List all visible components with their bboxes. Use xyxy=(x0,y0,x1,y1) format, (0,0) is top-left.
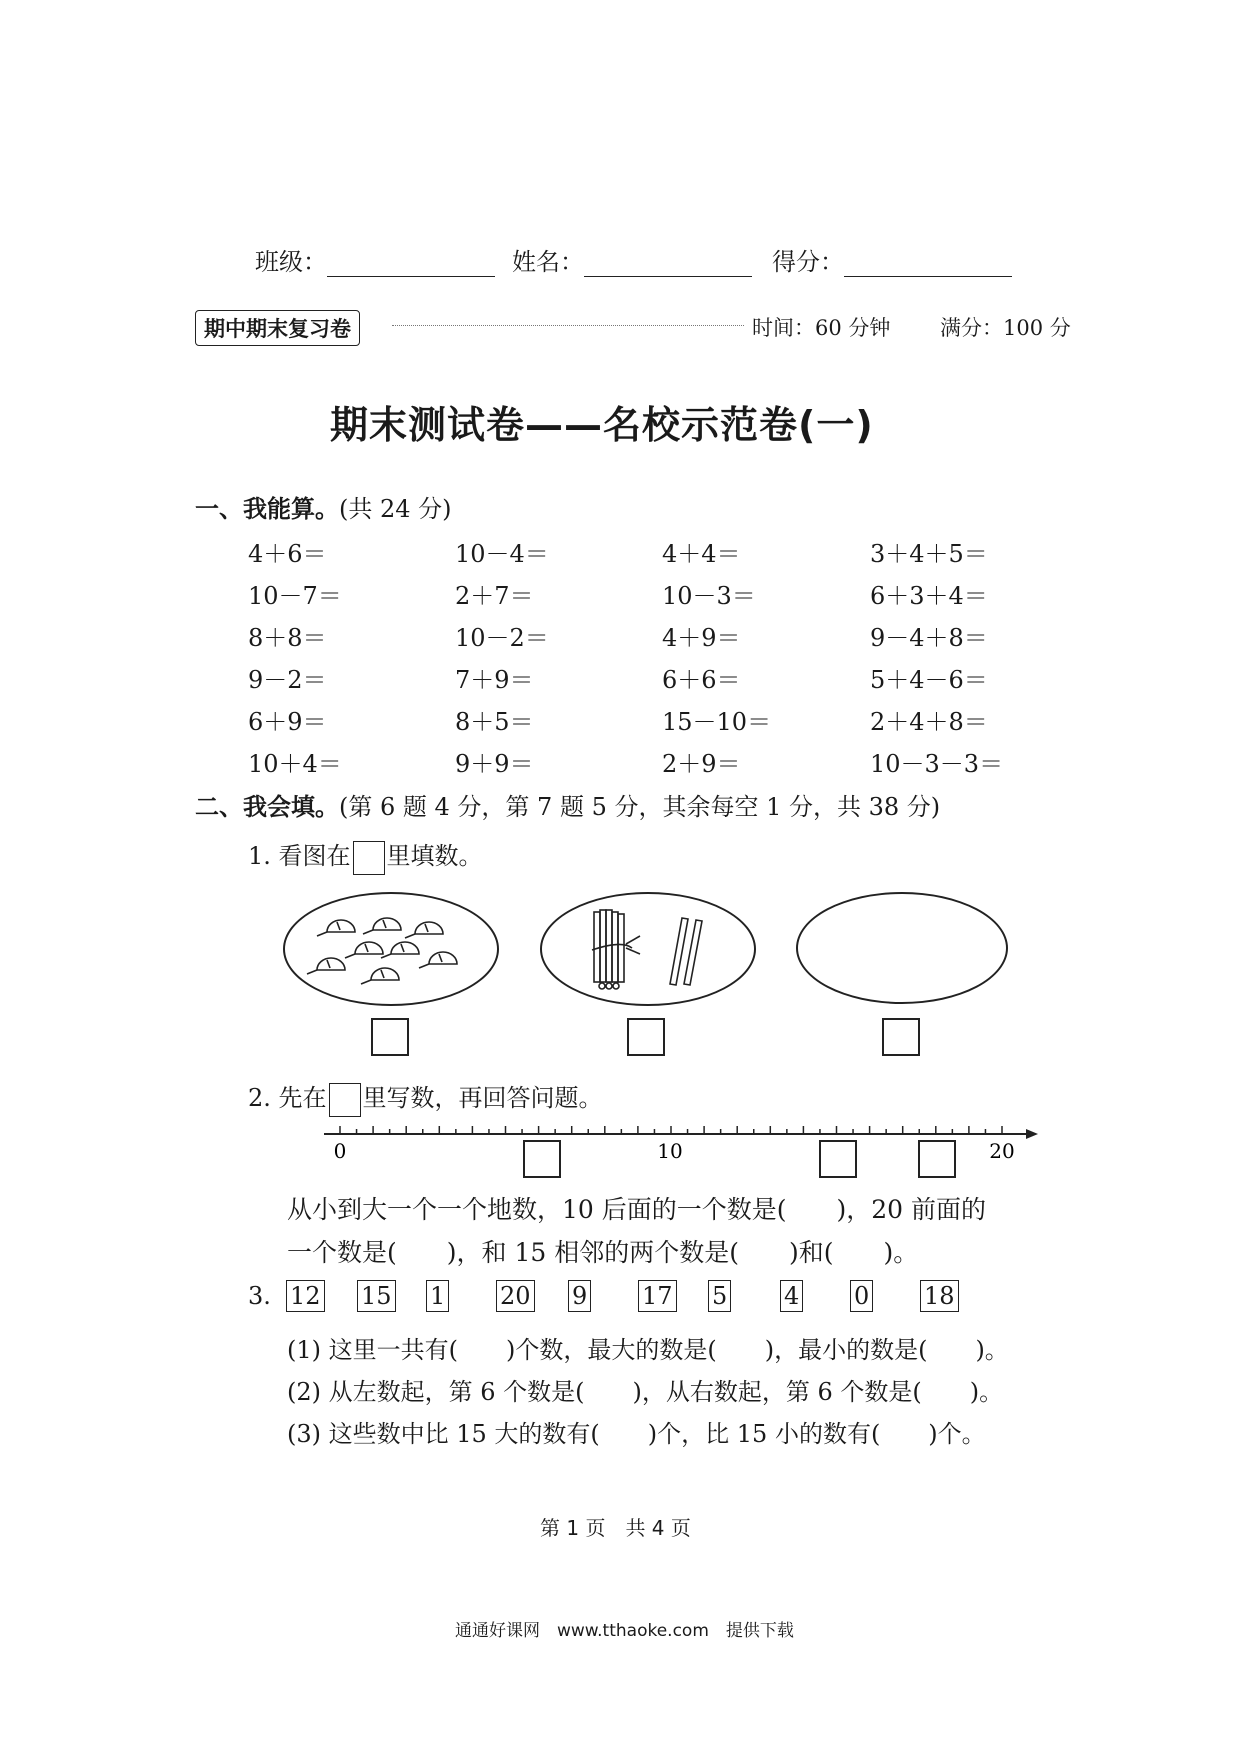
numberline-label-10: 10 xyxy=(657,1139,683,1163)
dotted-leader xyxy=(392,325,744,326)
plate-empty xyxy=(796,892,1008,1004)
number-card: 18 xyxy=(920,1280,959,1312)
cap-icon xyxy=(345,942,383,958)
score-label: 得分： xyxy=(772,248,844,276)
caps-illustration xyxy=(285,894,497,1004)
source-note: 通通好课网 www.tthaoke.com 提供下载 xyxy=(455,1621,794,1641)
q3-sub3: (3) 这些数中比 15 大的数有( )个，比 15 小的数有( )个。 xyxy=(287,1420,986,1448)
equation: 10－3－3＝ xyxy=(870,750,1004,778)
section1-title: 一、我能算。 xyxy=(195,495,339,523)
cap-icon xyxy=(381,942,419,958)
name-blank[interactable] xyxy=(584,276,752,277)
equation: 15－10＝ xyxy=(662,708,772,736)
page-title: 期末测试卷——名校示范卷(一) xyxy=(330,403,874,447)
number-card: 9 xyxy=(568,1280,591,1312)
number-card: 1 xyxy=(426,1280,449,1312)
equation: 9－4＋8＝ xyxy=(870,624,988,652)
sticks-illustration xyxy=(542,894,754,1004)
equation: 3＋4＋5＝ xyxy=(870,540,988,568)
number-card: 0 xyxy=(850,1280,873,1312)
score-blank[interactable] xyxy=(844,276,1012,277)
equation: 6＋9＝ xyxy=(248,708,327,736)
question-2 xyxy=(248,1078,603,1117)
equation: 2＋4＋8＝ xyxy=(870,708,988,736)
stick-bundle-icon xyxy=(592,910,640,989)
equation: 2＋7＝ xyxy=(455,582,534,610)
equation: 8＋5＝ xyxy=(455,708,534,736)
exam-time: 时间：60 分钟 xyxy=(752,316,891,340)
q2-text-line2: 一个数是( )，和 15 相邻的两个数是( )和( )。 xyxy=(287,1238,919,1267)
q1-pre: 1. 看图在 xyxy=(248,842,351,870)
class-blank[interactable] xyxy=(327,276,495,277)
equation: 2＋9＝ xyxy=(662,750,741,778)
equation: 8＋8＝ xyxy=(248,624,327,652)
equation: 9＋9＝ xyxy=(455,750,534,778)
section2-title: 二、我会填。 xyxy=(195,793,339,821)
class-field xyxy=(255,242,495,277)
q3-sub1: (1) 这里一共有( )个数，最大的数是( )，最小的数是( )。 xyxy=(287,1336,1009,1364)
number-card: 15 xyxy=(357,1280,396,1312)
equation: 4＋6＝ xyxy=(248,540,327,568)
section1-points: (共 24 分) xyxy=(339,495,452,523)
cap-icon xyxy=(317,920,355,936)
section2-points: (第 6 题 4 分，第 7 题 5 分，其余每空 1 分，共 38 分) xyxy=(339,793,941,821)
arrow-icon xyxy=(1026,1129,1038,1139)
number-card: 4 xyxy=(780,1280,803,1312)
question-1 xyxy=(248,836,483,875)
equation: 5＋4－6＝ xyxy=(870,666,988,694)
review-badge: 期中期末复习卷 xyxy=(195,310,360,346)
q2-pre: 2. 先在 xyxy=(248,1084,327,1112)
numberline-box-b[interactable] xyxy=(819,1140,857,1178)
inline-answer-box xyxy=(329,1083,361,1117)
q2-post: 里写数，再回答问题。 xyxy=(362,1084,603,1112)
inline-answer-box xyxy=(353,841,385,875)
equation: 4＋4＝ xyxy=(662,540,741,568)
q1-post: 里填数。 xyxy=(386,842,483,870)
equation: 7＋9＝ xyxy=(455,666,534,694)
section2-heading xyxy=(195,787,940,822)
answer-box-empty[interactable] xyxy=(882,1018,920,1056)
cap-icon xyxy=(307,958,345,974)
q3-label: 3. xyxy=(248,1282,271,1310)
number-card: 17 xyxy=(638,1280,677,1312)
name-label: 姓名： xyxy=(512,248,584,276)
equation: 6＋6＝ xyxy=(662,666,741,694)
plate-caps xyxy=(283,892,499,1006)
cap-icon xyxy=(363,918,401,934)
cap-icon xyxy=(419,952,457,968)
numberline-box-c[interactable] xyxy=(918,1140,956,1178)
plate-sticks xyxy=(540,892,756,1006)
numberline-label-20: 20 xyxy=(989,1139,1015,1163)
number-card: 5 xyxy=(708,1280,731,1312)
equation: 9－2＝ xyxy=(248,666,327,694)
answer-box-sticks[interactable] xyxy=(627,1018,665,1056)
numberline-box-a[interactable] xyxy=(523,1140,561,1178)
score-field xyxy=(772,242,1012,277)
exam-full-score: 满分：100 分 xyxy=(940,316,1071,340)
q2-text-line1: 从小到大一个一个地数，10 后面的一个数是( )，20 前面的 xyxy=(287,1195,987,1224)
name-field xyxy=(512,242,752,277)
equation: 10－3＝ xyxy=(662,582,756,610)
equation: 10－2＝ xyxy=(455,624,549,652)
page-number: 第 1 页 共 4 页 xyxy=(540,1516,691,1540)
answer-box-caps[interactable] xyxy=(371,1018,409,1056)
equation: 10－4＝ xyxy=(455,540,549,568)
equation: 4＋9＝ xyxy=(662,624,741,652)
numberline-label-0: 0 xyxy=(333,1139,347,1163)
q3-sub2: (2) 从左数起，第 6 个数是( )，从右数起，第 6 个数是( )。 xyxy=(287,1378,1004,1406)
class-label: 班级： xyxy=(255,248,327,276)
number-card: 12 xyxy=(286,1280,325,1312)
section1-heading xyxy=(195,489,452,524)
cap-icon xyxy=(405,922,443,938)
number-card: 20 xyxy=(496,1280,535,1312)
equation: 10－7＝ xyxy=(248,582,342,610)
cap-icon xyxy=(361,968,399,984)
equation: 6＋3＋4＝ xyxy=(870,582,988,610)
equation: 10＋4＝ xyxy=(248,750,342,778)
